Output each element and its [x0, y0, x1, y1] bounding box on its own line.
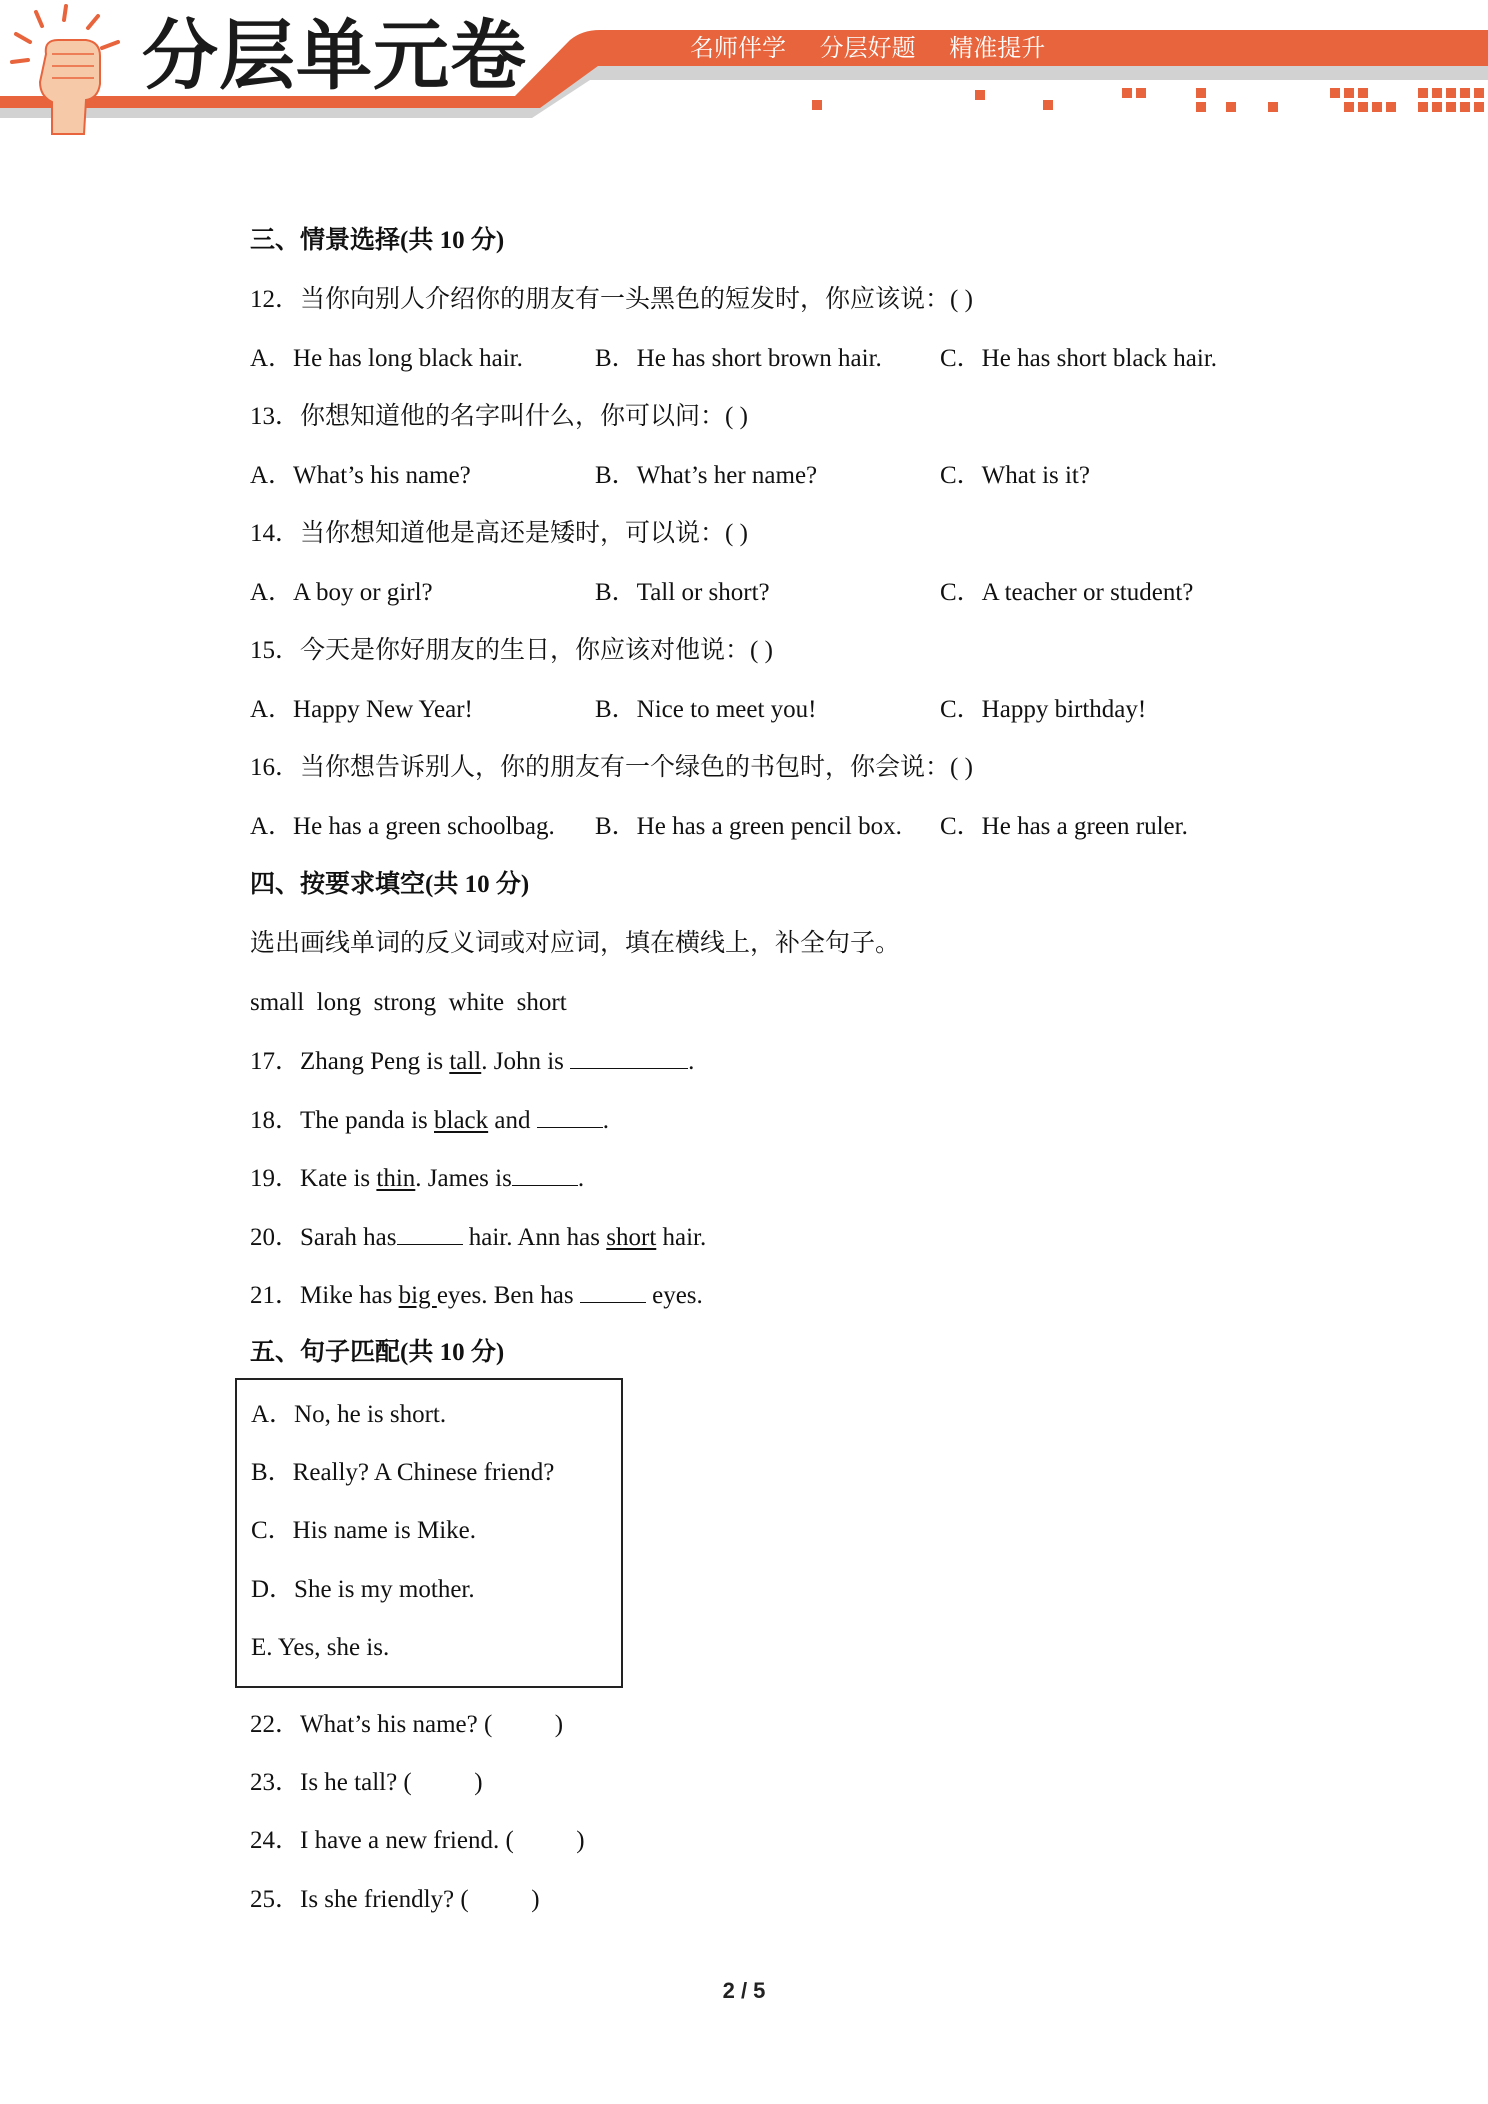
option-b: B．He has a green pencil box.: [595, 813, 902, 840]
raised-fist-icon: [8, 4, 138, 139]
item-text: Zhang Peng is: [300, 1048, 450, 1075]
fill-item-18: [250, 1105, 609, 1136]
item-text: eyes. Ben has: [436, 1282, 580, 1309]
page-number: 2 / 5: [722, 1978, 766, 2003]
question-14-stem: 14．当你想知道他是高还是矮时，可以说：( ): [250, 520, 748, 547]
item-number: 21．: [250, 1282, 301, 1309]
option-b: B．Nice to meet you!: [595, 696, 817, 723]
match-question-24: 24．I have a new friend. ( ): [250, 1827, 585, 1854]
option-a: A．He has a green schoolbag.: [250, 813, 555, 840]
section-5-heading: 五、句子匹配(共 10 分): [250, 1339, 505, 1366]
option-c: C．He has short black hair.: [940, 345, 1218, 372]
answer-blank[interactable]: [570, 1046, 688, 1069]
item-text: Sarah has: [300, 1224, 397, 1251]
section-3-heading: 三、情景选择(共 10 分): [250, 227, 505, 254]
item-text: .: [577, 1165, 585, 1192]
item-text: hair.: [656, 1224, 707, 1251]
option-c: C．A teacher or student?: [940, 579, 1194, 606]
option-b: B．He has short brown hair.: [595, 345, 882, 372]
option-c: C．He has a green ruler.: [940, 813, 1188, 840]
item-number: 17．: [250, 1048, 301, 1075]
header-title: 分层单元卷: [142, 11, 527, 100]
page-header: [0, 0, 1488, 140]
underlined-word: thin: [376, 1165, 416, 1192]
item-number: 19．: [250, 1165, 301, 1192]
answer-e: E. Yes, she is.: [251, 1634, 390, 1661]
answer-d: D．She is my mother.: [251, 1576, 475, 1603]
answer-blank[interactable]: [580, 1280, 646, 1303]
underlined-word: black: [434, 1107, 489, 1134]
underlined-word: short: [606, 1224, 657, 1251]
word-bank: small long strong white short: [250, 989, 567, 1016]
answer-c: C．His name is Mike.: [251, 1517, 476, 1544]
question-12-stem: 12．当你向别人介绍你的朋友有一头黑色的短发时，你应该说：( ): [250, 286, 973, 313]
item-text: Kate is: [300, 1165, 377, 1192]
header-slogans: [690, 36, 1071, 60]
fill-item-20: [250, 1222, 706, 1253]
slogan-1: 名师伴学: [690, 34, 786, 62]
option-a: A．What’s his name?: [250, 462, 471, 489]
answer-options-box: [235, 1378, 623, 1688]
item-text: . James is: [415, 1165, 512, 1192]
item-number: 20．: [250, 1224, 301, 1251]
option-a: A．A boy or girl?: [250, 579, 433, 606]
fill-item-21: [250, 1280, 703, 1311]
option-a: A．Happy New Year!: [250, 696, 473, 723]
item-text: and: [488, 1107, 537, 1134]
answer-blank[interactable]: [537, 1105, 603, 1128]
underlined-word: big: [398, 1282, 437, 1309]
fill-item-19: [250, 1163, 584, 1194]
item-text: The panda is: [300, 1107, 434, 1134]
question-15-stem: 15．今天是你好朋友的生日，你应该对他说：( ): [250, 637, 773, 664]
slogan-2: 分层好题: [819, 34, 916, 62]
item-number: 18．: [250, 1107, 301, 1134]
answer-b: B．Really? A Chinese friend?: [251, 1459, 555, 1486]
section-4-heading: 四、按要求填空(共 10 分): [250, 871, 530, 898]
answer-blank[interactable]: [512, 1163, 578, 1186]
option-c: C．Happy birthday!: [940, 696, 1147, 723]
slogan-3: 精准提升: [949, 34, 1046, 62]
answer-blank[interactable]: [397, 1222, 463, 1245]
item-text: . John is: [481, 1048, 571, 1075]
item-text: Mike has: [300, 1282, 399, 1309]
fill-item-17: [250, 1046, 694, 1077]
item-text: hair. Ann has: [462, 1224, 607, 1251]
option-a: A．He has long black hair.: [250, 345, 523, 372]
item-text: eyes.: [645, 1282, 703, 1309]
option-b: B．What’s her name?: [595, 462, 818, 489]
question-13-stem: 13．你想知道他的名字叫什么，你可以问：( ): [250, 403, 748, 430]
match-question-22: 22．What’s his name? ( ): [250, 1711, 564, 1738]
question-16-stem: 16．当你想告诉别人，你的朋友有一个绿色的书包时，你会说：( ): [250, 754, 973, 781]
option-b: B．Tall or short?: [595, 579, 770, 606]
match-question-25: 25．Is she friendly? ( ): [250, 1886, 540, 1913]
item-text: .: [688, 1048, 695, 1075]
item-text: .: [602, 1107, 609, 1134]
answer-a: A．No, he is short.: [251, 1401, 447, 1428]
section-4-instruction: 选出画线单词的反义词或对应词，填在横线上，补全句子。: [250, 930, 901, 957]
option-c: C．What is it?: [940, 462, 1090, 489]
match-question-23: 23．Is he tall? ( ): [250, 1769, 483, 1796]
underlined-word: tall: [449, 1048, 482, 1075]
